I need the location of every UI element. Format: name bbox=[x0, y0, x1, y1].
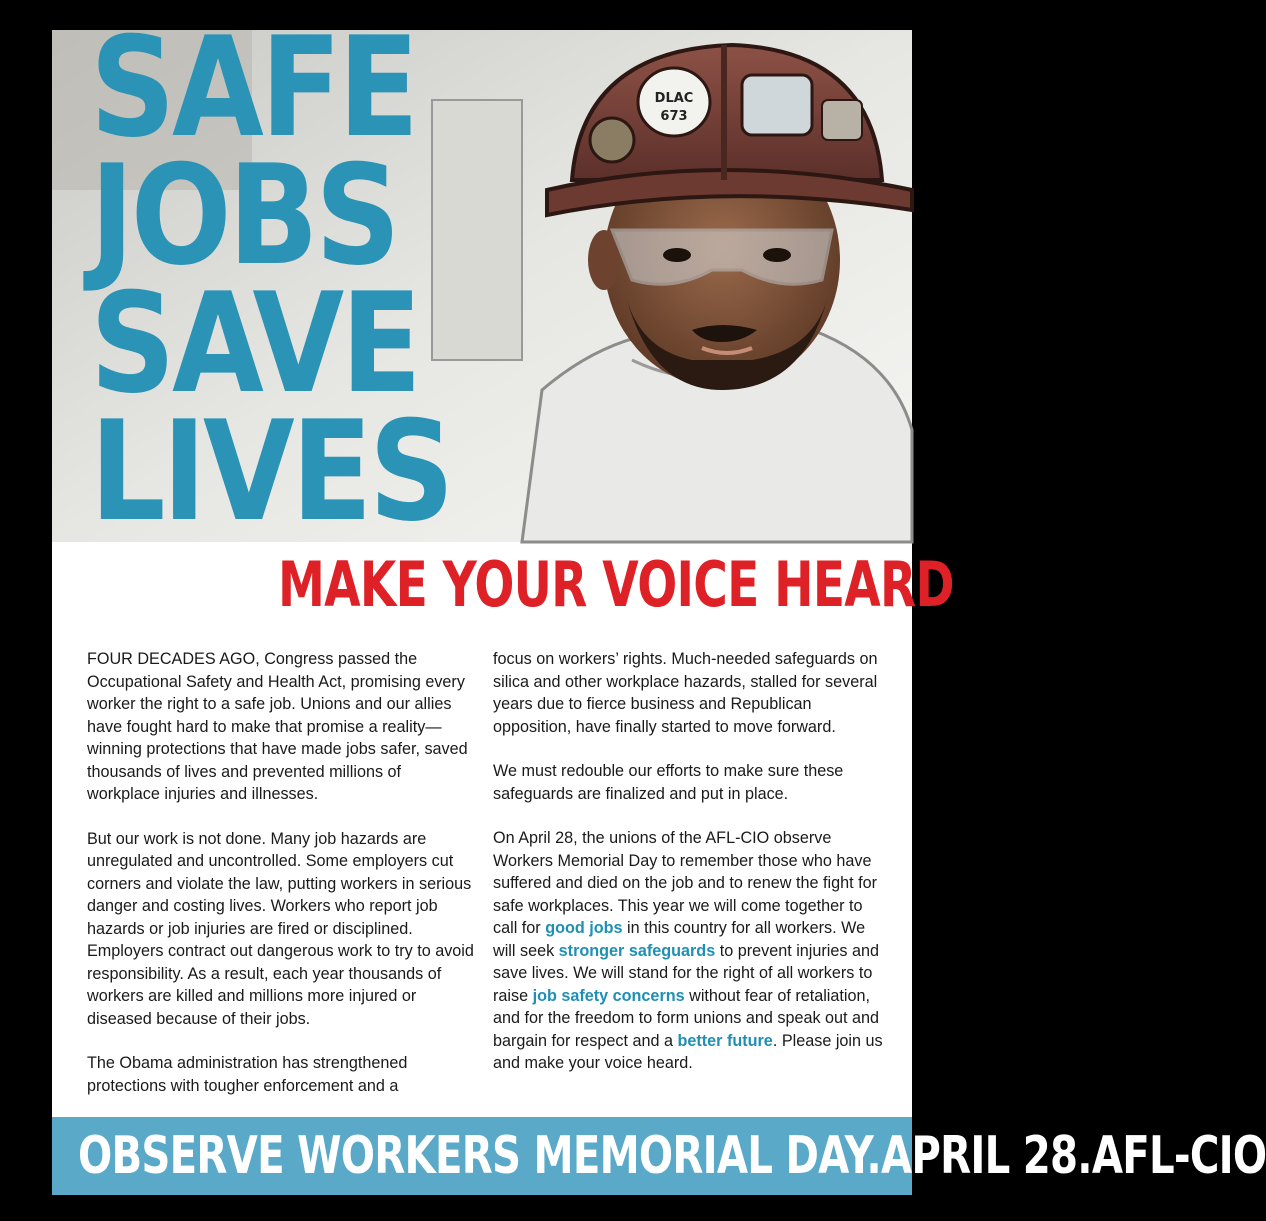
paragraph: We must redouble our efforts to make sure these safeguards are finalized and put in place. bbox=[493, 762, 844, 803]
headline-line-safe: SAFE bbox=[90, 7, 416, 168]
subheadline: MAKE YOUR VOICE HEARD bbox=[278, 548, 954, 621]
headline-line-save: SAVE bbox=[90, 263, 419, 424]
paragraph: FOUR DECADES AGO, Congress passed the Occupational Safety and Health Act, promising every worker the right to a safe job. Unions and our allies have fought hard to make that promise a reality—winning protections that have made jobs safer, saved thousands of lives and prevented millions of workplace injuries and illnesses. bbox=[87, 650, 468, 803]
paragraph-text: . Please join us and make your voice heard. bbox=[493, 1031, 883, 1072]
highlight-good-jobs: good jobs bbox=[545, 919, 623, 937]
footer-banner bbox=[52, 1117, 1266, 1195]
headline-line-jobs: JOBS bbox=[90, 135, 398, 296]
paragraph bbox=[493, 827, 883, 1075]
highlight-stronger-safeguards: stronger safeguards bbox=[558, 941, 716, 960]
flyer-page bbox=[52, 7, 1266, 1195]
body-column-right bbox=[493, 648, 883, 1097]
paragraph-text: On April 28, the unions of the AFL-CIO observe Workers Memorial Day to remember those who have suffered and died on the job and to renew the fight for safe workplaces. This year we will come together to call for bbox=[493, 829, 877, 937]
headline bbox=[90, 7, 468, 552]
paragraph-text: to prevent injuries and save lives. We will stand for the right of all workers to raise bbox=[493, 941, 879, 1005]
footer-text: OBSERVE WORKERS MEMORIAL DAY.APRIL 28.AFL-CIO bbox=[78, 1126, 1266, 1186]
highlight-better-future: better future bbox=[677, 1031, 773, 1050]
paragraph: But our work is not done. Many job hazards are unregulated and uncontrolled. Some employers cut corners and violate the law, putting workers in serious danger and costing lives. Workers who report job hazards or job injuries are fired or disciplined. Employers contract out dangerous work to try to avoid responsibility. As a result, each year thousands of workers are killed and millions more injured or diseased because of their jobs. bbox=[87, 829, 474, 1028]
sticker-text-2: 673 bbox=[660, 109, 688, 124]
highlight-job-safety-concerns: job safety concerns bbox=[532, 986, 685, 1005]
sticker-text-1: DLAC bbox=[654, 91, 694, 106]
paragraph-text: in this country for all workers. We will seek bbox=[493, 919, 866, 960]
body-column-left bbox=[87, 648, 477, 1119]
paragraph-text: without fear of retaliation, and for the freedom to form unions and speak out and bargain for respect and a bbox=[493, 986, 880, 1050]
headline-line-lives: LIVES bbox=[90, 391, 451, 552]
paragraph: focus on workers’ rights. Much-needed safeguards on silica and other workplace hazards, stalled for several years due to fierce business and Republican opposition, have finally started to move forward. bbox=[493, 650, 878, 736]
paragraph: The Obama administration has strengthened protections with tougher enforcement and a bbox=[87, 1054, 408, 1095]
